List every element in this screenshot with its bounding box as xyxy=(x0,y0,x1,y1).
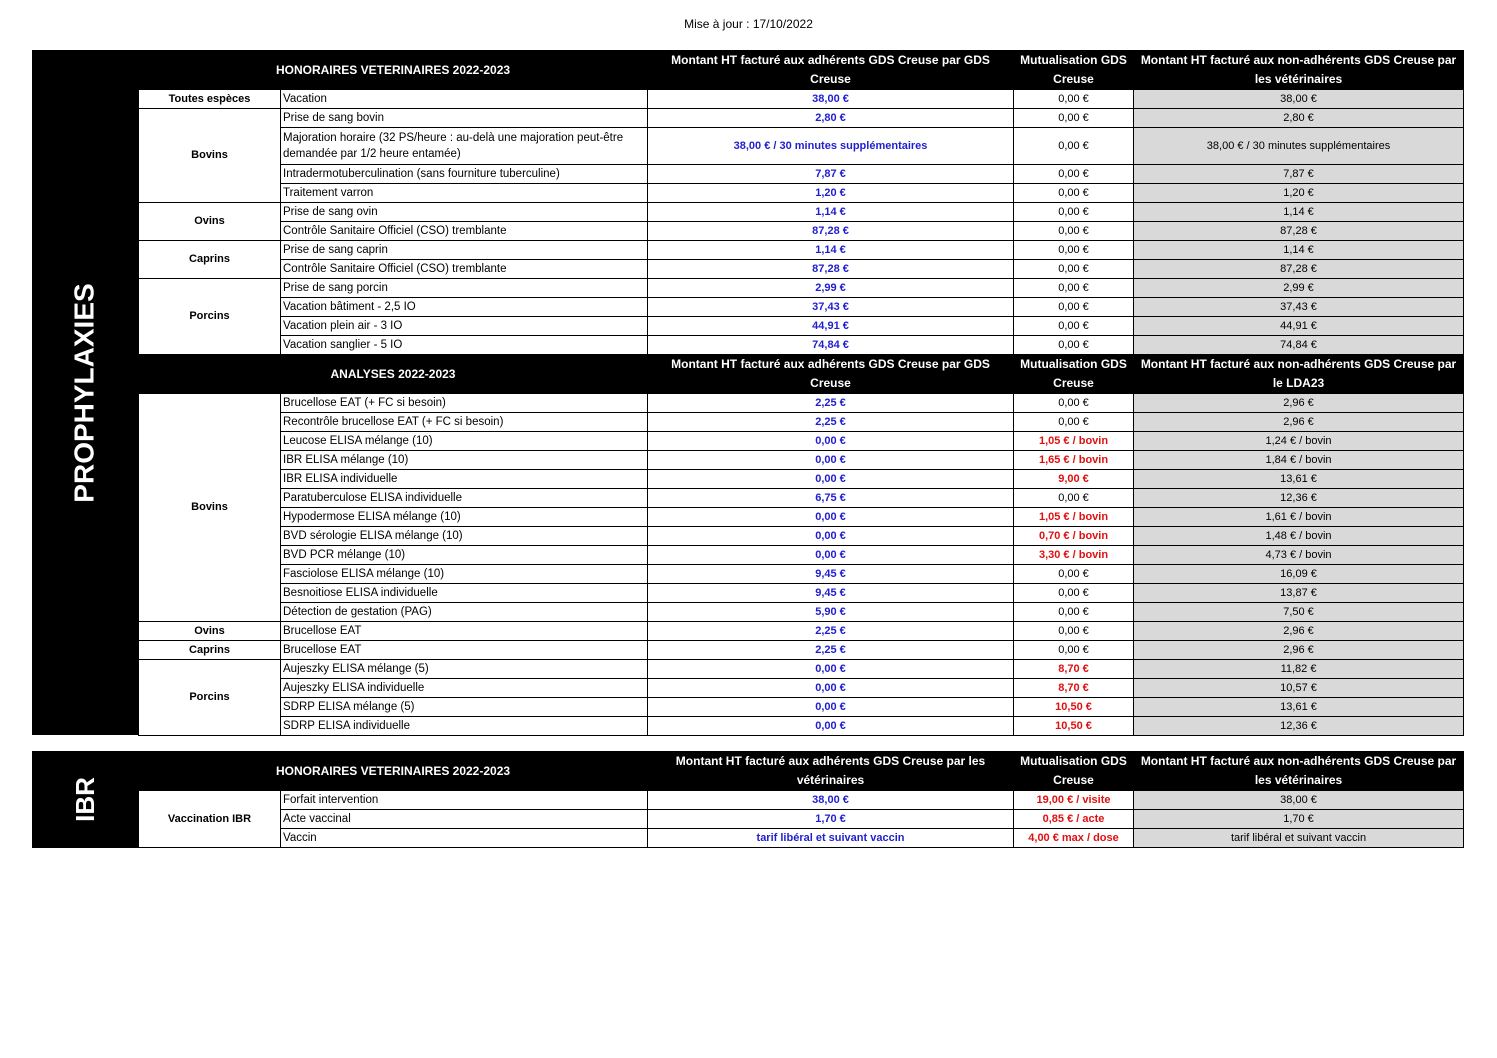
adherent-price-cell: 2,99 € xyxy=(648,279,1014,298)
mutualisation-cell: 0,00 € xyxy=(1014,260,1134,279)
mutualisation-cell: 3,30 € / bovin xyxy=(1014,546,1134,565)
acte-cell: Vacation plein air - 3 IO xyxy=(281,317,648,336)
mutualisation-cell: 0,00 € xyxy=(1014,109,1134,128)
table-row xyxy=(139,791,1464,810)
mutualisation-cell: 0,00 € xyxy=(1014,222,1134,241)
table-row xyxy=(139,470,1464,489)
mutualisation-cell: 19,00 € / visite xyxy=(1014,791,1134,810)
mutualisation-cell: 0,00 € xyxy=(1014,165,1134,184)
non-adherent-price-cell: 1,61 € / bovin xyxy=(1134,508,1464,527)
category-cell: Porcins xyxy=(139,279,281,355)
category-cell: Caprins xyxy=(139,641,281,660)
adherent-price-cell: 0,00 € xyxy=(648,698,1014,717)
non-adherent-price-cell: 13,61 € xyxy=(1134,698,1464,717)
adherent-price-cell: 1,14 € xyxy=(648,203,1014,222)
table-row xyxy=(139,584,1464,603)
acte-cell: Hypodermose ELISA mélange (10) xyxy=(281,508,648,527)
table-row xyxy=(139,660,1464,679)
table-row xyxy=(139,829,1464,848)
acte-cell: SDRP ELISA mélange (5) xyxy=(281,698,648,717)
col-mutualisation-header: Mutualisation GDS Creuse xyxy=(1014,355,1134,394)
col-mutualisation-header: Mutualisation GDS Creuse xyxy=(1014,51,1134,90)
table-row xyxy=(139,128,1464,165)
mutualisation-cell: 0,00 € xyxy=(1014,184,1134,203)
mutualisation-cell: 0,70 € / bovin xyxy=(1014,527,1134,546)
adherent-price-cell: 2,25 € xyxy=(648,622,1014,641)
table-row xyxy=(139,203,1464,222)
mutualisation-cell: 0,00 € xyxy=(1014,203,1134,222)
table-row xyxy=(139,298,1464,317)
acte-cell: BVD sérologie ELISA mélange (10) xyxy=(281,527,648,546)
mutualisation-cell: 0,00 € xyxy=(1014,279,1134,298)
adherent-price-cell: 1,14 € xyxy=(648,241,1014,260)
col-non-adherents-header: Montant HT facturé aux non-adhérents GDS Creuse par les vétérinaires xyxy=(1134,752,1464,791)
adherent-price-cell: 38,00 € xyxy=(648,90,1014,109)
acte-cell: Vaccin xyxy=(281,829,648,848)
mutualisation-cell: 1,05 € / bovin xyxy=(1014,432,1134,451)
adherent-price-cell: 38,00 € / 30 minutes supplémentaires xyxy=(648,128,1014,165)
ibr-side-label xyxy=(32,751,138,848)
acte-cell: BVD PCR mélange (10) xyxy=(281,546,648,565)
non-adherent-price-cell: 74,84 € xyxy=(1134,336,1464,355)
adherent-price-cell: 0,00 € xyxy=(648,546,1014,565)
mutualisation-cell: 8,70 € xyxy=(1014,660,1134,679)
acte-cell: Brucellose EAT xyxy=(281,641,648,660)
table-row xyxy=(139,546,1464,565)
acte-cell: Acte vaccinal xyxy=(281,810,648,829)
non-adherent-price-cell: 2,96 € xyxy=(1134,394,1464,413)
non-adherent-price-cell: 4,73 € / bovin xyxy=(1134,546,1464,565)
non-adherent-price-cell: 12,36 € xyxy=(1134,717,1464,736)
mutualisation-cell: 0,00 € xyxy=(1014,317,1134,336)
acte-cell: IBR ELISA individuelle xyxy=(281,470,648,489)
table-row xyxy=(139,317,1464,336)
non-adherent-price-cell: 16,09 € xyxy=(1134,565,1464,584)
acte-cell: Forfait intervention xyxy=(281,791,648,810)
mutualisation-cell: 0,00 € xyxy=(1014,413,1134,432)
category-cell: Bovins xyxy=(139,109,281,203)
mutualisation-cell: 0,00 € xyxy=(1014,622,1134,641)
category-cell: Caprins xyxy=(139,241,281,279)
adherent-price-cell: tarif libéral et suivant vaccin xyxy=(648,829,1014,848)
header-row xyxy=(139,752,1464,791)
non-adherent-price-cell: 44,91 € xyxy=(1134,317,1464,336)
table-row xyxy=(139,432,1464,451)
acte-cell: Contrôle Sanitaire Officiel (CSO) tremblante xyxy=(281,222,648,241)
col-adherents-header: Montant HT facturé aux adhérents GDS Creuse par GDS Creuse xyxy=(648,51,1014,90)
adherent-price-cell: 87,28 € xyxy=(648,260,1014,279)
table-row xyxy=(139,184,1464,203)
acte-cell: Vacation sanglier - 5 IO xyxy=(281,336,648,355)
adherent-price-cell: 2,80 € xyxy=(648,109,1014,128)
adherent-price-cell: 0,00 € xyxy=(648,508,1014,527)
adherent-price-cell: 74,84 € xyxy=(648,336,1014,355)
ibr-table xyxy=(138,751,1464,848)
prophylaxies-side-label xyxy=(32,50,138,735)
non-adherent-price-cell: 2,96 € xyxy=(1134,413,1464,432)
section-title: ANALYSES 2022-2023 xyxy=(139,355,648,394)
mutualisation-cell: 0,00 € xyxy=(1014,489,1134,508)
non-adherent-price-cell: tarif libéral et suivant vaccin xyxy=(1134,829,1464,848)
non-adherent-price-cell: 13,87 € xyxy=(1134,584,1464,603)
adherent-price-cell: 0,00 € xyxy=(648,679,1014,698)
acte-cell: Majoration horaire (32 PS/heure : au-delà une majoration peut-être demandée par 1/2 heure entamée) xyxy=(281,128,648,165)
acte-cell: Besnoitiose ELISA individuelle xyxy=(281,584,648,603)
table-row xyxy=(139,698,1464,717)
prophylaxies-table xyxy=(138,50,1464,736)
col-adherents-header: Montant HT facturé aux adhérents GDS Creuse par GDS Creuse xyxy=(648,355,1014,394)
non-adherent-price-cell: 2,96 € xyxy=(1134,641,1464,660)
adherent-price-cell: 0,00 € xyxy=(648,717,1014,736)
table-row xyxy=(139,679,1464,698)
table-row xyxy=(139,489,1464,508)
table-row xyxy=(139,260,1464,279)
adherent-price-cell: 9,45 € xyxy=(648,565,1014,584)
mutualisation-cell: 0,00 € xyxy=(1014,641,1134,660)
category-cell: Porcins xyxy=(139,660,281,736)
col-non-adherents-header: Montant HT facturé aux non-adhérents GDS Creuse par les vétérinaires xyxy=(1134,51,1464,90)
table-row xyxy=(139,279,1464,298)
table-row xyxy=(139,603,1464,622)
table-row xyxy=(139,508,1464,527)
mutualisation-cell: 0,00 € xyxy=(1014,565,1134,584)
non-adherent-price-cell: 2,80 € xyxy=(1134,109,1464,128)
table-row xyxy=(139,717,1464,736)
category-cell: Bovins xyxy=(139,394,281,622)
non-adherent-price-cell: 1,84 € / bovin xyxy=(1134,451,1464,470)
acte-cell: SDRP ELISA individuelle xyxy=(281,717,648,736)
acte-cell: Vacation bâtiment - 2,5 IO xyxy=(281,298,648,317)
non-adherent-price-cell: 1,14 € xyxy=(1134,241,1464,260)
mutualisation-cell: 4,00 € max / dose xyxy=(1014,829,1134,848)
acte-cell: Recontrôle brucellose EAT (+ FC si besoin) xyxy=(281,413,648,432)
table-row xyxy=(139,394,1464,413)
acte-cell: Brucellose EAT xyxy=(281,622,648,641)
non-adherent-price-cell: 11,82 € xyxy=(1134,660,1464,679)
table-row xyxy=(139,451,1464,470)
category-cell: Vaccination IBR xyxy=(139,791,281,848)
non-adherent-price-cell: 7,50 € xyxy=(1134,603,1464,622)
non-adherent-price-cell: 1,24 € / bovin xyxy=(1134,432,1464,451)
non-adherent-price-cell: 87,28 € xyxy=(1134,222,1464,241)
adherent-price-cell: 37,43 € xyxy=(648,298,1014,317)
mutualisation-cell: 0,85 € / acte xyxy=(1014,810,1134,829)
prophylaxies-block xyxy=(32,50,1463,735)
table-row xyxy=(139,241,1464,260)
category-cell: Toutes espèces xyxy=(139,90,281,109)
mutualisation-cell: 0,00 € xyxy=(1014,128,1134,165)
adherent-price-cell: 0,00 € xyxy=(648,451,1014,470)
adherent-price-cell: 0,00 € xyxy=(648,470,1014,489)
non-adherent-price-cell: 38,00 € xyxy=(1134,90,1464,109)
acte-cell: Prise de sang bovin xyxy=(281,109,648,128)
non-adherent-price-cell: 1,70 € xyxy=(1134,810,1464,829)
mutualisation-cell: 0,00 € xyxy=(1014,241,1134,260)
acte-cell: Intradermotuberculination (sans fourniture tuberculine) xyxy=(281,165,648,184)
non-adherent-price-cell: 1,14 € xyxy=(1134,203,1464,222)
acte-cell: Prise de sang porcin xyxy=(281,279,648,298)
non-adherent-price-cell: 38,00 € xyxy=(1134,791,1464,810)
table-row xyxy=(139,413,1464,432)
non-adherent-price-cell: 1,20 € xyxy=(1134,184,1464,203)
header-row xyxy=(139,355,1464,394)
col-non-adherents-header: Montant HT facturé aux non-adhérents GDS Creuse par le LDA23 xyxy=(1134,355,1464,394)
adherent-price-cell: 1,20 € xyxy=(648,184,1014,203)
category-cell: Ovins xyxy=(139,203,281,241)
non-adherent-price-cell: 2,99 € xyxy=(1134,279,1464,298)
table-row xyxy=(139,641,1464,660)
acte-cell: Contrôle Sanitaire Officiel (CSO) tremblante xyxy=(281,260,648,279)
acte-cell: Leucose ELISA mélange (10) xyxy=(281,432,648,451)
non-adherent-price-cell: 12,36 € xyxy=(1134,489,1464,508)
ibr-block xyxy=(32,751,1463,848)
update-date: Mise à jour : 17/10/2022 xyxy=(684,17,813,31)
acte-cell: Prise de sang caprin xyxy=(281,241,648,260)
adherent-price-cell: 2,25 € xyxy=(648,394,1014,413)
table-row xyxy=(139,565,1464,584)
col-mutualisation-header: Mutualisation GDS Creuse xyxy=(1014,752,1134,791)
non-adherent-price-cell: 2,96 € xyxy=(1134,622,1464,641)
non-adherent-price-cell: 10,57 € xyxy=(1134,679,1464,698)
mutualisation-cell: 0,00 € xyxy=(1014,394,1134,413)
mutualisation-cell: 0,00 € xyxy=(1014,603,1134,622)
adherent-price-cell: 87,28 € xyxy=(648,222,1014,241)
adherent-price-cell: 9,45 € xyxy=(648,584,1014,603)
adherent-price-cell: 7,87 € xyxy=(648,165,1014,184)
adherent-price-cell: 0,00 € xyxy=(648,660,1014,679)
non-adherent-price-cell: 7,87 € xyxy=(1134,165,1464,184)
ibr-title: IBR xyxy=(69,777,100,822)
acte-cell: Aujeszky ELISA individuelle xyxy=(281,679,648,698)
adherent-price-cell: 0,00 € xyxy=(648,432,1014,451)
mutualisation-cell: 1,05 € / bovin xyxy=(1014,508,1134,527)
non-adherent-price-cell: 38,00 € / 30 minutes supplémentaires xyxy=(1134,128,1464,165)
prophylaxies-title: PROPHYLAXIES xyxy=(69,282,101,503)
mutualisation-cell: 9,00 € xyxy=(1014,470,1134,489)
section-title: HONORAIRES VETERINAIRES 2022-2023 xyxy=(139,752,648,791)
adherent-price-cell: 44,91 € xyxy=(648,317,1014,336)
header-row xyxy=(139,51,1464,90)
non-adherent-price-cell: 37,43 € xyxy=(1134,298,1464,317)
non-adherent-price-cell: 87,28 € xyxy=(1134,260,1464,279)
adherent-price-cell: 6,75 € xyxy=(648,489,1014,508)
table-row xyxy=(139,810,1464,829)
acte-cell: Brucellose EAT (+ FC si besoin) xyxy=(281,394,648,413)
table-row xyxy=(139,336,1464,355)
mutualisation-cell: 0,00 € xyxy=(1014,584,1134,603)
mutualisation-cell: 1,65 € / bovin xyxy=(1014,451,1134,470)
non-adherent-price-cell: 13,61 € xyxy=(1134,470,1464,489)
adherent-price-cell: 5,90 € xyxy=(648,603,1014,622)
table-row xyxy=(139,222,1464,241)
table-row xyxy=(139,109,1464,128)
adherent-price-cell: 38,00 € xyxy=(648,791,1014,810)
section-title: HONORAIRES VETERINAIRES 2022-2023 xyxy=(139,51,648,90)
acte-cell: Prise de sang ovin xyxy=(281,203,648,222)
acte-cell: Paratuberculose ELISA individuelle xyxy=(281,489,648,508)
adherent-price-cell: 2,25 € xyxy=(648,413,1014,432)
acte-cell: Détection de gestation (PAG) xyxy=(281,603,648,622)
mutualisation-cell: 10,50 € xyxy=(1014,717,1134,736)
acte-cell: IBR ELISA mélange (10) xyxy=(281,451,648,470)
col-adherents-header: Montant HT facturé aux adhérents GDS Creuse par les vétérinaires xyxy=(648,752,1014,791)
mutualisation-cell: 0,00 € xyxy=(1014,336,1134,355)
table-row xyxy=(139,165,1464,184)
category-cell: Ovins xyxy=(139,622,281,641)
acte-cell: Fasciolose ELISA mélange (10) xyxy=(281,565,648,584)
table-row xyxy=(139,527,1464,546)
table-row xyxy=(139,90,1464,109)
mutualisation-cell: 8,70 € xyxy=(1014,679,1134,698)
table-row xyxy=(139,622,1464,641)
mutualisation-cell: 0,00 € xyxy=(1014,90,1134,109)
acte-cell: Vacation xyxy=(281,90,648,109)
non-adherent-price-cell: 1,48 € / bovin xyxy=(1134,527,1464,546)
acte-cell: Traitement varron xyxy=(281,184,648,203)
adherent-price-cell: 1,70 € xyxy=(648,810,1014,829)
mutualisation-cell: 0,00 € xyxy=(1014,298,1134,317)
acte-cell: Aujeszky ELISA mélange (5) xyxy=(281,660,648,679)
mutualisation-cell: 10,50 € xyxy=(1014,698,1134,717)
adherent-price-cell: 2,25 € xyxy=(648,641,1014,660)
adherent-price-cell: 0,00 € xyxy=(648,527,1014,546)
